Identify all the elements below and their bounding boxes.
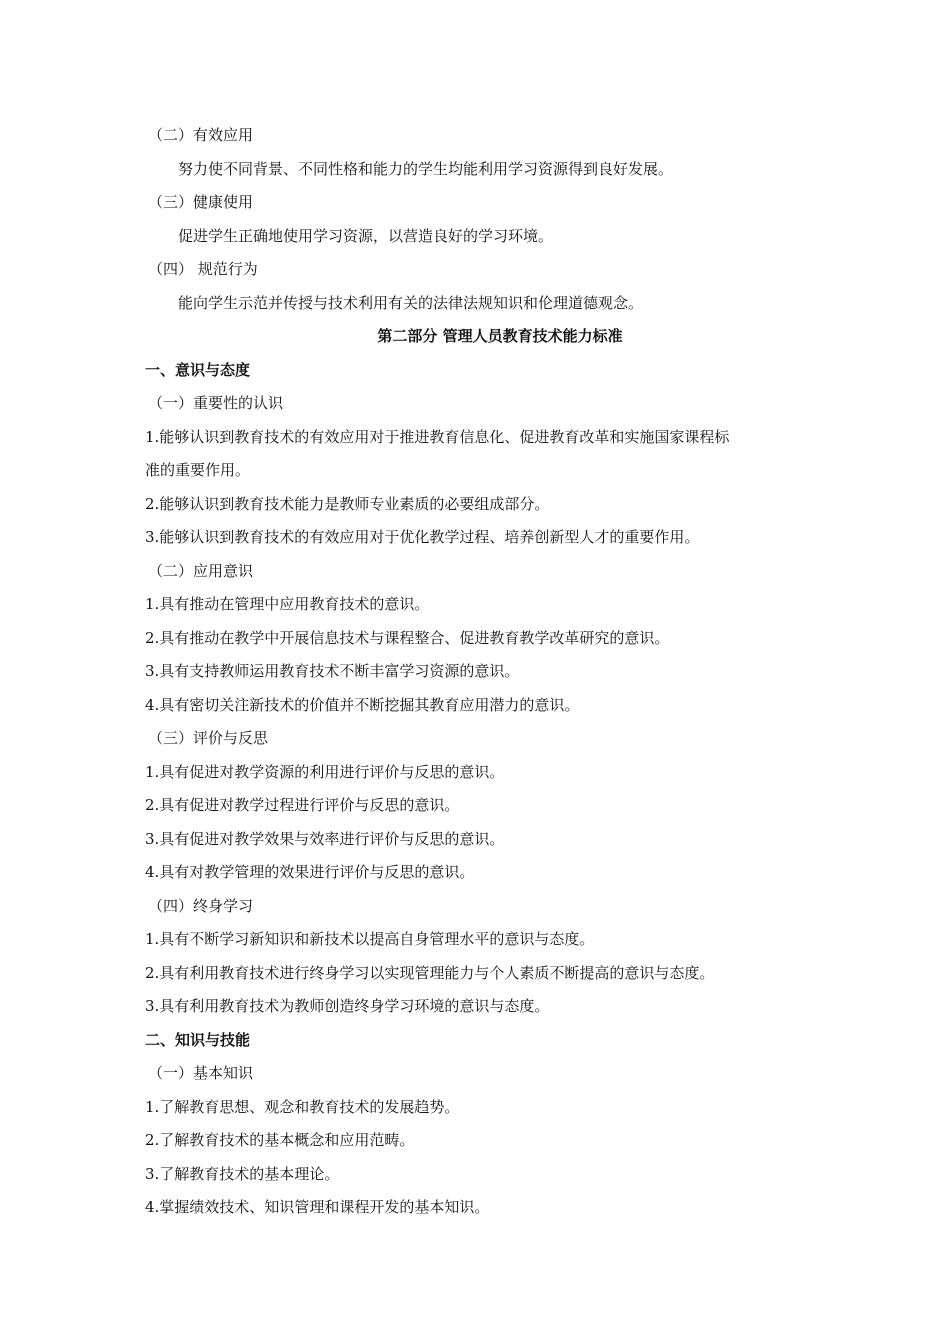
list-item: 3.能够认识到教育技术的有效应用对于优化教学过程、培养创新型人才的重要作用。	[145, 528, 700, 546]
section-subheading: （四）终身学习	[148, 896, 254, 915]
section-subheading: （三）评价与反思	[148, 729, 269, 747]
list-item: 1.具有推动在管理中应用教育技术的意识。	[145, 595, 430, 613]
list-item: 1.具有不断学习新知识和新技术以提高自身管理水平的意识与态度。	[145, 930, 595, 948]
paragraph: 能向学生示范并传授与技术利用有关的法律法规知识和伦理道德观念。	[178, 293, 644, 312]
list-item: 2.了解教育技术的基本概念和应用范畴。	[145, 1131, 415, 1149]
list-item: 1.能够认识到教育技术的有效应用对于推进教育信息化、促进教育改革和实施国家课程标	[145, 427, 730, 446]
list-item: 4.具有密切关注新技术的价值并不断挖掘其教育应用潜力的意识。	[145, 695, 580, 714]
paragraph: 努力使不同背景、不同性格和能力的学生均能利用学习资源得到良好发展。	[178, 159, 674, 178]
list-item: 3.具有支持教师运用教育技术不断丰富学习资源的意识。	[145, 662, 520, 680]
list-item: 4.掌握绩效技术、知识管理和课程开发的基本知识。	[145, 1198, 490, 1216]
section-subheading: （一）基本知识	[148, 1064, 254, 1082]
list-item: 1.具有促进对教学资源的利用进行评价与反思的意识。	[145, 762, 505, 781]
paragraph: 促进学生正确地使用学习资源，以营造良好的学习环境。	[178, 226, 554, 245]
list-item: 3.具有促进对教学效果与效率进行评价与反思的意识。	[145, 829, 505, 848]
section-subheading: （二）应用意识	[148, 561, 254, 580]
list-item: 3.了解教育技术的基本理论。	[145, 1164, 340, 1183]
list-item: 2.能够认识到教育技术能力是教师专业素质的必要组成部分。	[145, 494, 550, 513]
list-item: 3.具有利用教育技术为教师创造终身学习环境的意识与态度。	[145, 997, 550, 1015]
document-page	[0, 119, 950, 1225]
section-subheading: （二）有效应用	[148, 126, 254, 144]
list-item-continuation: 准的重要作用。	[145, 461, 251, 479]
list-item: 2.具有利用教育技术进行终身学习以实现管理能力与个人素质不断提高的意识与态度。	[145, 963, 715, 982]
list-item: 4.具有对教学管理的效果进行评价与反思的意识。	[145, 863, 475, 881]
section-heading: 二、知识与技能	[145, 1030, 251, 1049]
section-subheading: （三）健康使用	[148, 193, 254, 211]
section-heading: 一、意识与态度	[145, 360, 251, 379]
part-title: 第二部分 管理人员教育技术能力标准	[377, 327, 623, 345]
list-item: 2.具有促进对教学过程进行评价与反思的意识。	[145, 796, 460, 814]
list-item: 2.具有推动在教学中开展信息技术与课程整合、促进教育教学改革研究的意识。	[145, 628, 670, 647]
section-subheading: （一）重要性的认识	[148, 394, 284, 412]
section-subheading: （四） 规范行为	[148, 260, 258, 278]
list-item: 1.了解教育思想、观念和教育技术的发展趋势。	[145, 1097, 460, 1116]
